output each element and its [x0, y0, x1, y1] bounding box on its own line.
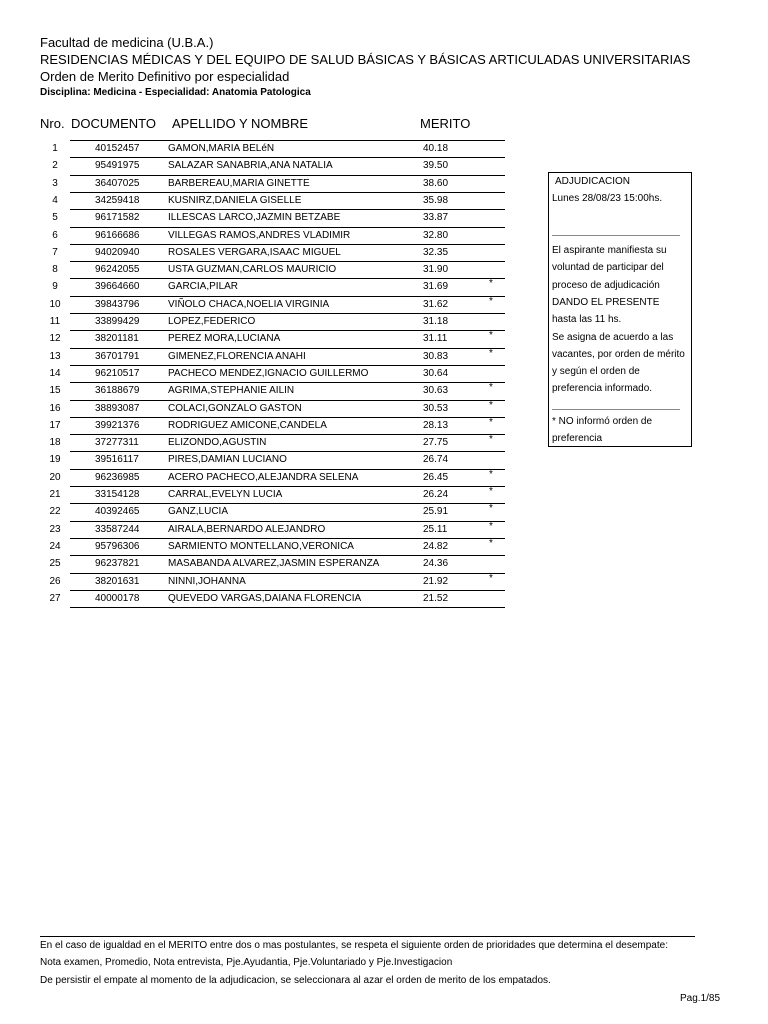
table-row	[0, 503, 768, 520]
row-merit: 30.53	[423, 402, 449, 414]
row-number: 6	[52, 229, 58, 241]
row-number: 25	[49, 558, 61, 570]
column-header-merito: MERITO	[420, 116, 471, 131]
row-merit: 26.45	[423, 471, 449, 483]
row-number: 15	[49, 385, 61, 397]
row-number: 4	[52, 194, 58, 206]
row-document: 38201631	[95, 575, 140, 587]
row-name: SARMIENTO MONTELLANO,VERONICA	[168, 540, 354, 552]
row-document: 96242055	[95, 264, 140, 276]
row-document: 36188679	[95, 385, 140, 397]
row-name: AIRALA,BERNARDO ALEJANDRO	[168, 523, 326, 535]
row-name: MASABANDA ALVAREZ,JASMIN ESPERANZA	[168, 558, 380, 570]
row-name: ACERO PACHECO,ALEJANDRA SELENA	[168, 471, 359, 483]
row-no-preference-mark: *	[489, 434, 493, 446]
row-name: CARRAL,EVELYN LUCIA	[168, 489, 283, 500]
row-merit: 26.74	[423, 454, 449, 466]
row-merit: 39.50	[423, 160, 449, 172]
row-no-preference-mark: *	[489, 520, 493, 532]
document-title: Orden de Merito Definitivo por especialidad	[40, 69, 290, 84]
row-merit: 30.83	[423, 350, 449, 362]
row-document: 33899429	[95, 316, 140, 327]
row-no-preference-mark: *	[489, 572, 493, 584]
adjudicacion-text-line: hasta las 11 hs.	[552, 314, 622, 326]
footer-tiebreak-criteria: Nota examen, Promedio, Nota entrevista, Pje.Ayudantia, Pje.Voluntariado y Pje.Investigacion	[40, 957, 453, 968]
row-document: 94020940	[95, 246, 140, 258]
adjudicacion-text-line: y según el orden de	[552, 366, 640, 378]
row-document: 39921376	[95, 419, 140, 431]
row-name: PIRES,DAMIAN LUCIANO	[168, 454, 287, 466]
adjudicacion-text-line: voluntad de participar del	[552, 262, 664, 274]
row-merit: 25.91	[423, 506, 449, 518]
row-name: SALAZAR SANABRIA,ANA NATALIA	[168, 160, 333, 172]
row-document: 95491975	[95, 160, 140, 172]
row-number: 19	[49, 454, 61, 466]
row-merit: 21.52	[423, 592, 449, 604]
row-document: 96237821	[95, 558, 140, 570]
row-merit: 24.36	[423, 558, 449, 570]
row-no-preference-mark: *	[489, 537, 493, 549]
row-name: PEREZ MORA,LUCIANA	[168, 333, 281, 345]
row-number: 2	[52, 160, 58, 172]
row-document: 96236985	[95, 471, 140, 483]
column-header-documento: DOCUMENTO	[71, 116, 156, 131]
row-document: 36701791	[95, 350, 140, 362]
table-row	[0, 538, 768, 555]
adjudicacion-date: Lunes 28/08/23 15:00hs.	[552, 193, 663, 204]
row-name: LOPEZ,FEDERICO	[168, 316, 256, 327]
row-name: GIMENEZ,FLORENCIA ANAHI	[168, 350, 306, 362]
row-name: ROSALES VERGARA,ISAAC MIGUEL	[168, 246, 341, 258]
footer-random-rule: De persistir el empate al momento de la adjudicacion, se seleccionara al azar el orden de merito de los empatados.	[40, 975, 551, 986]
row-number: 12	[49, 333, 61, 345]
adjudicacion-text-line: Se asigna de acuerdo a las	[552, 331, 674, 343]
row-number: 27	[49, 592, 61, 604]
adjudicacion-text-line: El aspirante manifiesta su	[552, 245, 667, 256]
row-merit: 26.24	[423, 489, 449, 500]
row-number: 20	[49, 471, 61, 483]
row-number: 18	[49, 437, 61, 449]
row-document: 96171582	[95, 212, 140, 224]
adjudicacion-note-line: preferencia	[552, 433, 603, 445]
row-number: 13	[49, 350, 61, 362]
row-document: 95796306	[95, 540, 140, 552]
row-document: 39516117	[95, 454, 139, 466]
row-merit: 21.92	[423, 575, 449, 587]
row-number: 8	[52, 264, 58, 276]
program-title: RESIDENCIAS MÉDICAS Y DEL EQUIPO DE SALUD BÁSICAS Y BÁSICAS ARTICULADAS UNIVERSITARIAS	[40, 52, 691, 67]
row-document: 39664660	[95, 281, 140, 293]
adjudicacion-text-line: preferencia informado.	[552, 383, 653, 395]
adjudicacion-text-line: proceso de adjudicación	[552, 279, 660, 291]
row-document: 39843796	[95, 298, 140, 310]
table-row	[0, 140, 768, 157]
adjudicacion-box	[548, 172, 692, 447]
row-merit: 31.18	[423, 316, 449, 327]
row-name: ILLESCAS LARCO,JAZMIN BETZABE	[168, 212, 341, 224]
row-number: 23	[49, 523, 61, 535]
row-merit: 31.90	[423, 264, 449, 276]
row-name: BARBEREAU,MARIA GINETTE	[168, 177, 310, 189]
row-merit: 24.82	[423, 540, 449, 552]
row-number: 14	[49, 367, 61, 379]
row-document: 38201181	[95, 333, 139, 345]
table-row	[0, 451, 768, 468]
row-number: 5	[52, 212, 58, 224]
row-merit: 28.13	[423, 419, 449, 431]
row-document: 96210517	[95, 367, 140, 379]
row-no-preference-mark: *	[489, 347, 493, 359]
row-no-preference-mark: *	[489, 399, 493, 411]
row-name: RODRIGUEZ AMICONE,CANDELA	[168, 419, 327, 431]
row-merit: 32.80	[423, 229, 449, 241]
row-document: 40392465	[95, 506, 140, 518]
row-name: ELIZONDO,AGUSTIN	[168, 437, 267, 449]
row-name: AGRIMA,STEPHANIE AILIN	[168, 385, 295, 397]
row-merit: 38.60	[423, 177, 449, 189]
row-name: USTA GUZMAN,CARLOS MAURICIO	[168, 264, 337, 276]
row-name: PACHECO MENDEZ,IGNACIO GUILLERMO	[168, 367, 369, 379]
table-row	[0, 573, 768, 590]
table-row	[0, 521, 768, 538]
row-number: 21	[49, 489, 61, 500]
row-number: 24	[49, 540, 61, 552]
row-document: 96166686	[95, 229, 140, 241]
row-merit: 33.87	[423, 212, 449, 224]
table-row	[0, 555, 768, 572]
separator	[552, 235, 680, 236]
row-merit: 30.63	[423, 385, 449, 397]
row-number: 16	[49, 402, 61, 414]
row-name: GAMON,MARIA BELéN	[168, 143, 275, 154]
row-name: GARCIA,PILAR	[168, 281, 239, 293]
row-name: KUSNIRZ,DANIELA GISELLE	[168, 194, 302, 206]
table-row	[0, 590, 768, 607]
discipline-specialty: Disciplina: Medicina - Especialidad: Anatomia Patologica	[40, 87, 311, 98]
adjudicacion-text-line: vacantes, por orden de mérito	[552, 348, 685, 360]
row-document: 33154128	[95, 489, 140, 500]
table-row	[0, 469, 768, 486]
row-number: 10	[49, 298, 61, 310]
row-no-preference-mark: *	[489, 295, 493, 307]
row-no-preference-mark: *	[489, 416, 493, 428]
row-merit: 27.75	[423, 437, 449, 449]
row-merit: 32.35	[423, 246, 449, 258]
row-number: 3	[52, 177, 58, 189]
column-header-nombre: APELLIDO Y NOMBRE	[172, 116, 309, 131]
row-merit: 25.11	[423, 523, 448, 535]
row-merit: 40.18	[423, 143, 449, 154]
row-document: 33587244	[95, 523, 140, 535]
row-no-preference-mark: *	[489, 278, 493, 290]
row-number: 1	[52, 143, 58, 154]
row-number: 22	[49, 506, 61, 518]
row-document: 40000178	[95, 592, 140, 604]
row-number: 17	[49, 419, 61, 431]
row-merit: 31.62	[423, 298, 449, 310]
page-number: Pag.1/85	[680, 993, 721, 1004]
row-number: 7	[52, 246, 58, 258]
column-header-nro: Nro.	[40, 116, 65, 131]
row-merit: 35.98	[423, 194, 449, 206]
row-document: 37277311	[95, 437, 139, 449]
footer-tiebreak-rule: En el caso de igualdad en el MERITO entre dos o mas postulantes, se respeta el siguiente orden de prioridades que determina el desempate:	[40, 940, 668, 951]
adjudicacion-text-line: DANDO EL PRESENTE	[552, 296, 660, 308]
faculty-title: Facultad de medicina (U.B.A.)	[40, 35, 214, 50]
row-name: NINNI,JOHANNA	[168, 575, 246, 587]
row-merit: 31.69	[423, 281, 449, 293]
row-no-preference-mark: *	[489, 382, 493, 394]
row-merit: 30.64	[423, 367, 449, 379]
row-no-preference-mark: *	[489, 330, 493, 342]
footer-divider	[40, 936, 695, 937]
row-name: VIÑOLO CHACA,NOELIA VIRGINIA	[168, 298, 330, 310]
row-name: QUEVEDO VARGAS,DAIANA FLORENCIA	[168, 592, 362, 604]
row-no-preference-mark: *	[489, 468, 493, 480]
adjudicacion-title: ADJUDICACION	[555, 176, 631, 187]
adjudicacion-note-line: * NO informó orden de	[552, 416, 653, 427]
row-divider	[70, 607, 505, 608]
row-number: 26	[49, 575, 61, 587]
row-document: 34259418	[95, 194, 140, 206]
row-no-preference-mark: *	[489, 486, 493, 497]
row-name: GANZ,LUCIA	[168, 506, 229, 518]
row-document: 40152457	[95, 143, 140, 154]
row-document: 38893087	[95, 402, 140, 414]
row-no-preference-mark: *	[489, 503, 493, 515]
separator	[552, 409, 680, 410]
row-document: 36407025	[95, 177, 140, 189]
row-number: 11	[49, 316, 61, 327]
row-merit: 31.11	[423, 333, 448, 345]
row-number: 9	[52, 281, 58, 293]
row-name: VILLEGAS RAMOS,ANDRES VLADIMIR	[168, 229, 351, 241]
table-row	[0, 486, 768, 503]
row-name: COLACI,GONZALO GASTON	[168, 402, 302, 414]
